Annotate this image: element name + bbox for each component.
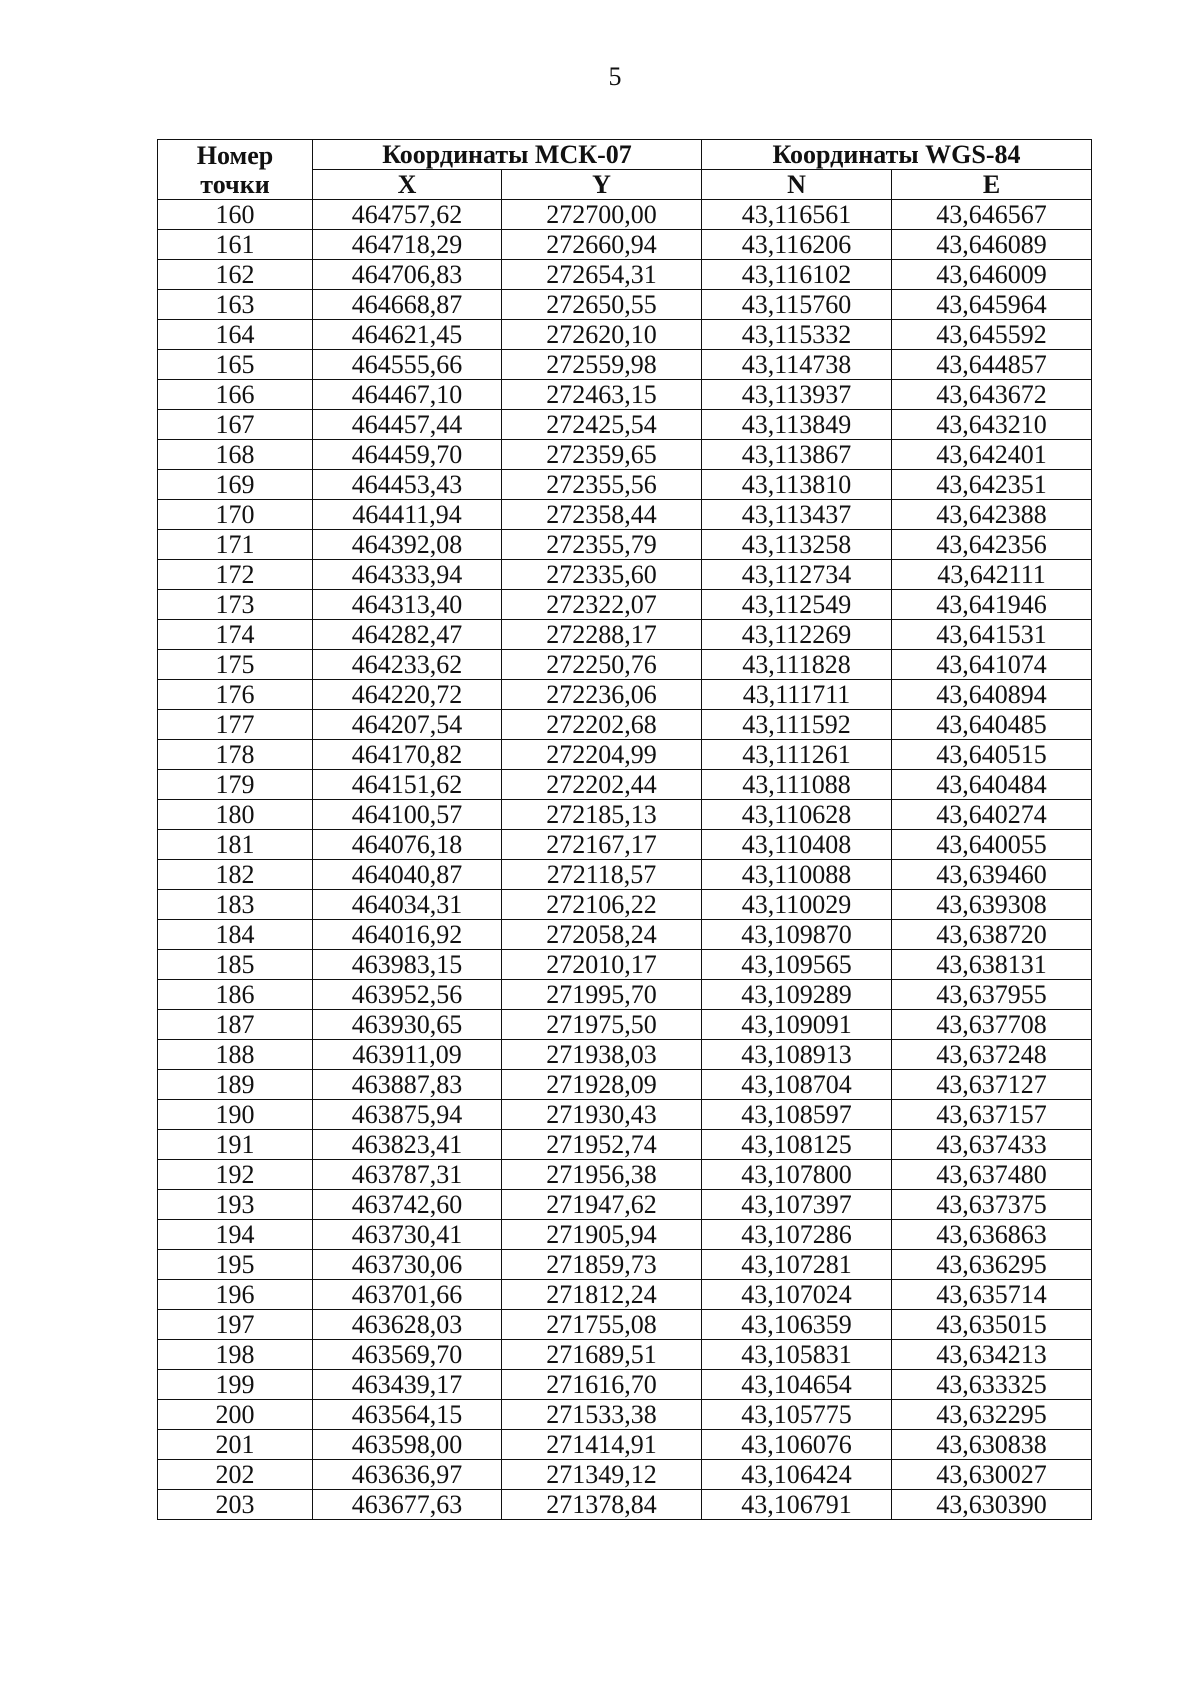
cell-x: 463677,63 (313, 1490, 502, 1520)
cell-n: 43,113937 (702, 380, 892, 410)
cell-n: 43,107800 (702, 1160, 892, 1190)
table-row (158, 410, 1092, 440)
cell-y: 271616,70 (502, 1370, 702, 1400)
cell-x: 463564,15 (313, 1400, 502, 1430)
cell-e: 43,642356 (892, 530, 1092, 560)
cell-y: 271947,62 (502, 1190, 702, 1220)
cell-e: 43,646009 (892, 260, 1092, 290)
cell-n: 43,104654 (702, 1370, 892, 1400)
cell-e: 43,645964 (892, 290, 1092, 320)
cell-point-number: 165 (158, 350, 313, 380)
cell-y: 271956,38 (502, 1160, 702, 1190)
cell-n: 43,113867 (702, 440, 892, 470)
cell-y: 272700,00 (502, 200, 702, 230)
cell-point-number: 166 (158, 380, 313, 410)
cell-e: 43,640055 (892, 830, 1092, 860)
cell-e: 43,637708 (892, 1010, 1092, 1040)
cell-x: 463636,97 (313, 1460, 502, 1490)
cell-point-number: 196 (158, 1280, 313, 1310)
cell-n: 43,106359 (702, 1310, 892, 1340)
table-row (158, 1070, 1092, 1100)
table-row (158, 800, 1092, 830)
cell-n: 43,115760 (702, 290, 892, 320)
cell-e: 43,640484 (892, 770, 1092, 800)
cell-y: 271859,73 (502, 1250, 702, 1280)
cell-point-number: 170 (158, 500, 313, 530)
cell-x: 463983,15 (313, 950, 502, 980)
cell-y: 271975,50 (502, 1010, 702, 1040)
cell-e: 43,646567 (892, 200, 1092, 230)
cell-y: 272463,15 (502, 380, 702, 410)
cell-point-number: 176 (158, 680, 313, 710)
cell-n: 43,108704 (702, 1070, 892, 1100)
cell-e: 43,632295 (892, 1400, 1092, 1430)
table-row (158, 1040, 1092, 1070)
cell-x: 464621,45 (313, 320, 502, 350)
cell-x: 464040,87 (313, 860, 502, 890)
header-point-number-line1: Номер (196, 140, 274, 170)
cell-y: 272355,79 (502, 530, 702, 560)
table-row (158, 200, 1092, 230)
cell-n: 43,105831 (702, 1340, 892, 1370)
cell-y: 272660,94 (502, 230, 702, 260)
cell-n: 43,111828 (702, 650, 892, 680)
cell-n: 43,114738 (702, 350, 892, 380)
cell-e: 43,641946 (892, 590, 1092, 620)
cell-x: 464757,62 (313, 200, 502, 230)
table-row (158, 260, 1092, 290)
table-row (158, 350, 1092, 380)
cell-point-number: 191 (158, 1130, 313, 1160)
cell-n: 43,105775 (702, 1400, 892, 1430)
cell-e: 43,637127 (892, 1070, 1092, 1100)
cell-x: 464034,31 (313, 890, 502, 920)
cell-n: 43,111261 (702, 740, 892, 770)
cell-point-number: 201 (158, 1430, 313, 1460)
cell-n: 43,110408 (702, 830, 892, 860)
cell-x: 463875,94 (313, 1100, 502, 1130)
header-n: N (702, 170, 892, 200)
table-row (158, 830, 1092, 860)
cell-e: 43,636863 (892, 1220, 1092, 1250)
cell-e: 43,630390 (892, 1490, 1092, 1520)
cell-x: 464233,62 (313, 650, 502, 680)
cell-y: 272359,65 (502, 440, 702, 470)
cell-x: 463439,17 (313, 1370, 502, 1400)
cell-y: 271533,38 (502, 1400, 702, 1430)
table-row (158, 1460, 1092, 1490)
cell-n: 43,107024 (702, 1280, 892, 1310)
cell-point-number: 164 (158, 320, 313, 350)
cell-n: 43,106424 (702, 1460, 892, 1490)
cell-point-number: 182 (158, 860, 313, 890)
cell-e: 43,642388 (892, 500, 1092, 530)
cell-x: 463952,56 (313, 980, 502, 1010)
cell-y: 272425,54 (502, 410, 702, 440)
cell-point-number: 185 (158, 950, 313, 980)
page-number: 5 (608, 62, 622, 91)
cell-n: 43,116102 (702, 260, 892, 290)
cell-point-number: 180 (158, 800, 313, 830)
cell-y: 272236,06 (502, 680, 702, 710)
cell-x: 463598,00 (313, 1430, 502, 1460)
cell-y: 272654,31 (502, 260, 702, 290)
cell-x: 463787,31 (313, 1160, 502, 1190)
cell-e: 43,643210 (892, 410, 1092, 440)
cell-point-number: 192 (158, 1160, 313, 1190)
cell-y: 271930,43 (502, 1100, 702, 1130)
table-row (158, 1130, 1092, 1160)
cell-n: 43,113810 (702, 470, 892, 500)
cell-x: 463911,09 (313, 1040, 502, 1070)
cell-y: 272559,98 (502, 350, 702, 380)
table-row (158, 770, 1092, 800)
cell-point-number: 162 (158, 260, 313, 290)
cell-e: 43,646089 (892, 230, 1092, 260)
cell-n: 43,112734 (702, 560, 892, 590)
cell-n: 43,109289 (702, 980, 892, 1010)
header-y: Y (502, 170, 702, 200)
table-row (158, 860, 1092, 890)
table-row (158, 1430, 1092, 1460)
cell-x: 464313,40 (313, 590, 502, 620)
cell-point-number: 197 (158, 1310, 313, 1340)
coordinates-table (157, 139, 1092, 1520)
cell-point-number: 168 (158, 440, 313, 470)
cell-e: 43,641074 (892, 650, 1092, 680)
cell-e: 43,642111 (892, 560, 1092, 590)
cell-x: 463887,83 (313, 1070, 502, 1100)
cell-e: 43,638720 (892, 920, 1092, 950)
cell-x: 463701,66 (313, 1280, 502, 1310)
cell-point-number: 163 (158, 290, 313, 320)
cell-point-number: 183 (158, 890, 313, 920)
cell-y: 272010,17 (502, 950, 702, 980)
cell-y: 271349,12 (502, 1460, 702, 1490)
table-row (158, 1100, 1092, 1130)
cell-point-number: 202 (158, 1460, 313, 1490)
cell-y: 272335,60 (502, 560, 702, 590)
table-header (158, 140, 1092, 200)
cell-point-number: 171 (158, 530, 313, 560)
table-row (158, 1400, 1092, 1430)
table-row (158, 290, 1092, 320)
cell-point-number: 167 (158, 410, 313, 440)
cell-n: 43,109870 (702, 920, 892, 950)
cell-y: 271414,91 (502, 1430, 702, 1460)
cell-n: 43,107286 (702, 1220, 892, 1250)
cell-y: 271689,51 (502, 1340, 702, 1370)
cell-y: 272358,44 (502, 500, 702, 530)
cell-e: 43,640485 (892, 710, 1092, 740)
cell-y: 272620,10 (502, 320, 702, 350)
header-msk-group: Координаты МСК-07 (313, 140, 702, 170)
cell-x: 464668,87 (313, 290, 502, 320)
cell-n: 43,112549 (702, 590, 892, 620)
cell-x: 464459,70 (313, 440, 502, 470)
cell-y: 272322,07 (502, 590, 702, 620)
cell-y: 272204,99 (502, 740, 702, 770)
cell-x: 464411,94 (313, 500, 502, 530)
cell-n: 43,115332 (702, 320, 892, 350)
cell-n: 43,107281 (702, 1250, 892, 1280)
cell-n: 43,113437 (702, 500, 892, 530)
cell-x: 464392,08 (313, 530, 502, 560)
cell-point-number: 161 (158, 230, 313, 260)
table-row (158, 1160, 1092, 1190)
cell-y: 272185,13 (502, 800, 702, 830)
table-row (158, 1010, 1092, 1040)
table-row (158, 1340, 1092, 1370)
cell-y: 271378,84 (502, 1490, 702, 1520)
cell-y: 272202,44 (502, 770, 702, 800)
cell-n: 43,108597 (702, 1100, 892, 1130)
cell-point-number: 200 (158, 1400, 313, 1430)
cell-n: 43,110628 (702, 800, 892, 830)
cell-e: 43,639460 (892, 860, 1092, 890)
table-row (158, 470, 1092, 500)
cell-e: 43,637375 (892, 1190, 1092, 1220)
cell-e: 43,644857 (892, 350, 1092, 380)
cell-x: 464220,72 (313, 680, 502, 710)
cell-y: 272058,24 (502, 920, 702, 950)
cell-x: 464207,54 (313, 710, 502, 740)
cell-e: 43,643672 (892, 380, 1092, 410)
cell-n: 43,111592 (702, 710, 892, 740)
cell-x: 463742,60 (313, 1190, 502, 1220)
cell-e: 43,637433 (892, 1130, 1092, 1160)
cell-x: 464151,62 (313, 770, 502, 800)
table-row (158, 560, 1092, 590)
cell-n: 43,109091 (702, 1010, 892, 1040)
table-row (158, 1280, 1092, 1310)
cell-y: 272355,56 (502, 470, 702, 500)
table-row (158, 740, 1092, 770)
cell-point-number: 199 (158, 1370, 313, 1400)
cell-point-number: 184 (158, 920, 313, 950)
cell-y: 271905,94 (502, 1220, 702, 1250)
cell-point-number: 160 (158, 200, 313, 230)
cell-e: 43,637480 (892, 1160, 1092, 1190)
cell-e: 43,637248 (892, 1040, 1092, 1070)
header-point-number-line2: точки (200, 169, 270, 199)
cell-y: 271812,24 (502, 1280, 702, 1310)
cell-e: 43,642351 (892, 470, 1092, 500)
cell-e: 43,639308 (892, 890, 1092, 920)
cell-y: 272167,17 (502, 830, 702, 860)
cell-point-number: 188 (158, 1040, 313, 1070)
cell-n: 43,106076 (702, 1430, 892, 1460)
table-row (158, 650, 1092, 680)
cell-n: 43,109565 (702, 950, 892, 980)
cell-e: 43,633325 (892, 1370, 1092, 1400)
cell-point-number: 175 (158, 650, 313, 680)
cell-e: 43,637157 (892, 1100, 1092, 1130)
cell-e: 43,640515 (892, 740, 1092, 770)
cell-y: 271928,09 (502, 1070, 702, 1100)
cell-point-number: 186 (158, 980, 313, 1010)
cell-point-number: 169 (158, 470, 313, 500)
table-row (158, 980, 1092, 1010)
cell-point-number: 179 (158, 770, 313, 800)
cell-x: 463930,65 (313, 1010, 502, 1040)
cell-point-number: 172 (158, 560, 313, 590)
cell-point-number: 181 (158, 830, 313, 860)
cell-e: 43,640274 (892, 800, 1092, 830)
cell-y: 271755,08 (502, 1310, 702, 1340)
cell-y: 272118,57 (502, 860, 702, 890)
cell-point-number: 178 (158, 740, 313, 770)
cell-n: 43,110029 (702, 890, 892, 920)
cell-e: 43,638131 (892, 950, 1092, 980)
cell-e: 43,637955 (892, 980, 1092, 1010)
table-row (158, 920, 1092, 950)
cell-e: 43,636295 (892, 1250, 1092, 1280)
cell-n: 43,110088 (702, 860, 892, 890)
table-row (158, 1190, 1092, 1220)
cell-x: 464467,10 (313, 380, 502, 410)
cell-x: 463569,70 (313, 1340, 502, 1370)
table-row (158, 1310, 1092, 1340)
header-e: E (892, 170, 1092, 200)
header-wgs-group: Координаты WGS-84 (702, 140, 1092, 170)
cell-x: 464282,47 (313, 620, 502, 650)
cell-y: 272288,17 (502, 620, 702, 650)
cell-e: 43,635714 (892, 1280, 1092, 1310)
cell-e: 43,640894 (892, 680, 1092, 710)
cell-n: 43,106791 (702, 1490, 892, 1520)
cell-n: 43,113258 (702, 530, 892, 560)
cell-point-number: 187 (158, 1010, 313, 1040)
table-row (158, 590, 1092, 620)
header-x: X (313, 170, 502, 200)
cell-x: 463730,06 (313, 1250, 502, 1280)
table-row (158, 440, 1092, 470)
table-row (158, 380, 1092, 410)
cell-x: 464016,92 (313, 920, 502, 950)
cell-point-number: 194 (158, 1220, 313, 1250)
table-row (158, 710, 1092, 740)
cell-x: 464333,94 (313, 560, 502, 590)
cell-y: 272250,76 (502, 650, 702, 680)
table-row (158, 1370, 1092, 1400)
table-body (158, 200, 1092, 1520)
table-row (158, 890, 1092, 920)
cell-n: 43,116206 (702, 230, 892, 260)
table-row (158, 230, 1092, 260)
cell-point-number: 190 (158, 1100, 313, 1130)
cell-x: 463823,41 (313, 1130, 502, 1160)
cell-x: 464100,57 (313, 800, 502, 830)
table-row (158, 680, 1092, 710)
cell-x: 464555,66 (313, 350, 502, 380)
cell-x: 464453,43 (313, 470, 502, 500)
cell-point-number: 173 (158, 590, 313, 620)
cell-point-number: 195 (158, 1250, 313, 1280)
cell-y: 272106,22 (502, 890, 702, 920)
cell-x: 463730,41 (313, 1220, 502, 1250)
cell-x: 464170,82 (313, 740, 502, 770)
table-row (158, 1250, 1092, 1280)
cell-n: 43,112269 (702, 620, 892, 650)
cell-x: 464076,18 (313, 830, 502, 860)
cell-y: 272202,68 (502, 710, 702, 740)
cell-e: 43,634213 (892, 1340, 1092, 1370)
table-row (158, 500, 1092, 530)
table-row (158, 950, 1092, 980)
cell-n: 43,116561 (702, 200, 892, 230)
table-row (158, 1220, 1092, 1250)
cell-point-number: 193 (158, 1190, 313, 1220)
cell-n: 43,111711 (702, 680, 892, 710)
cell-n: 43,108913 (702, 1040, 892, 1070)
cell-y: 272650,55 (502, 290, 702, 320)
cell-e: 43,630838 (892, 1430, 1092, 1460)
cell-n: 43,111088 (702, 770, 892, 800)
cell-point-number: 177 (158, 710, 313, 740)
cell-e: 43,630027 (892, 1460, 1092, 1490)
table-row (158, 320, 1092, 350)
cell-n: 43,113849 (702, 410, 892, 440)
header-row-groups (158, 140, 1092, 170)
cell-y: 271938,03 (502, 1040, 702, 1070)
cell-e: 43,645592 (892, 320, 1092, 350)
cell-n: 43,107397 (702, 1190, 892, 1220)
cell-y: 271952,74 (502, 1130, 702, 1160)
cell-e: 43,635015 (892, 1310, 1092, 1340)
cell-e: 43,642401 (892, 440, 1092, 470)
cell-n: 43,108125 (702, 1130, 892, 1160)
cell-point-number: 189 (158, 1070, 313, 1100)
cell-e: 43,641531 (892, 620, 1092, 650)
table-row (158, 1490, 1092, 1520)
cell-point-number: 174 (158, 620, 313, 650)
table-row (158, 620, 1092, 650)
cell-x: 463628,03 (313, 1310, 502, 1340)
cell-y: 271995,70 (502, 980, 702, 1010)
cell-x: 464457,44 (313, 410, 502, 440)
table-row (158, 530, 1092, 560)
cell-x: 464718,29 (313, 230, 502, 260)
cell-point-number: 203 (158, 1490, 313, 1520)
cell-x: 464706,83 (313, 260, 502, 290)
cell-point-number: 198 (158, 1340, 313, 1370)
header-point-number (158, 140, 313, 200)
